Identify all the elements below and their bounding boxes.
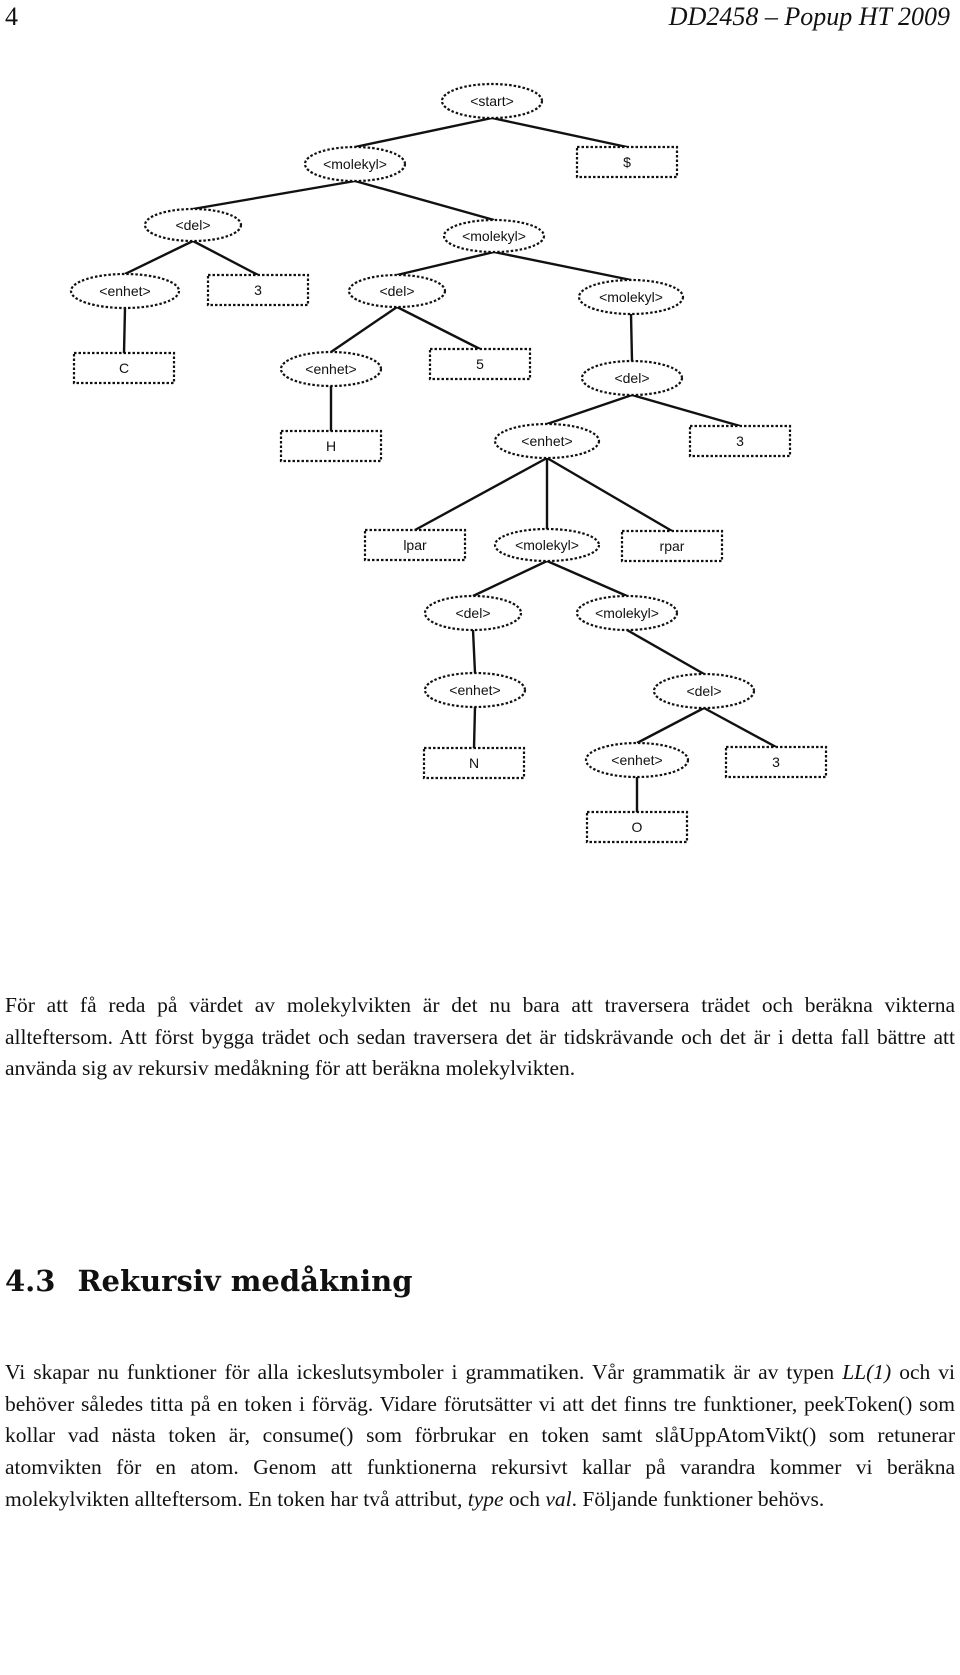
tree-node-molekyl-3 [579,280,683,314]
tree-node-molekyl-5 [577,596,677,630]
tree-edge [397,252,494,275]
tree-node-lpar [365,530,465,560]
section-heading [5,1264,413,1298]
tree-node-enhet-4 [425,673,525,707]
tree-node-del-5 [654,674,754,708]
node-label: <del> [686,683,722,699]
tree-node-dollar [577,147,677,177]
tree-node-h [281,431,381,461]
ll1-term: LL(1) [842,1360,892,1384]
text-run: och [503,1486,546,1511]
type-term: type [467,1486,504,1511]
paragraph-intro: För att få reda på värdet av molekylvikten är det nu bara att traversera trädet och beräkna vikterna allteftersom. Att först bygga trädet och sedan traversera det är tidskrävande och det är i detta fall bättre att använda sig av rekursiv medåkning för att beräkna molekylvikten. [5,993,955,1081]
tree-edge [415,458,547,530]
paragraph-functions [5,1357,955,1516]
tree-edge [492,118,627,147]
tree-node-n [424,748,524,778]
tree-edge [547,395,632,424]
node-label: <enhet> [99,283,151,299]
tree-node-enhet-2 [281,352,381,386]
tree-edge [631,314,632,361]
tree-node-enhet-3 [495,424,599,458]
node-label: rpar [659,538,685,554]
node-label: <enhet> [449,682,501,698]
node-label: 3 [772,754,780,770]
tree-node-molekyl-1 [305,147,405,181]
tree-node-molekyl-2 [444,220,544,252]
node-label: lpar [403,537,427,553]
tree-edge [637,708,704,743]
tree-edge [331,307,397,352]
node-label: <molekyl> [595,605,659,621]
tree-edge [547,561,627,596]
tree-node-del-4 [425,596,521,630]
node-label: <enhet> [611,752,663,768]
tree-node-5 [430,349,530,379]
tree-edge [125,241,193,274]
tree-node-enhet-5 [586,743,688,777]
node-label: 3 [736,433,744,449]
node-label: N [468,755,480,771]
tree-node-3-a [208,275,308,305]
node-label: <del> [614,370,650,386]
tree-edge [355,118,492,147]
text-run: Vi skapar nu funktioner för alla ickeslutsymboler i grammatiken. Vår grammatik är av typen [5,1360,843,1384]
node-label: <molekyl> [599,289,663,305]
node-label: <del> [379,283,415,299]
tree-node-del-2 [349,275,445,307]
tree-edge [193,181,355,209]
tree-edge [547,458,672,531]
node-label: 5 [476,356,484,372]
text-run: och vi behöver således titta på en token i förväg. Vidare förutsätter vi att det finns tre funktioner, peekToken() som kollar vad nästa token är, consume() som förbrukar en token samt slåUppAtomVikt() som retunerar atomvikten för en atom. Genom att funktionerna rekursivt kallar på varandra kommer vi beräkna molekylvikten allteftersom. En token har två attribut, [5,1360,955,1511]
node-label: <enhet> [521,433,573,449]
tree-edge [474,707,475,748]
text-run: . Följande funktioner behövs. [571,1486,825,1511]
node-label: O [631,819,643,835]
val-term: val [545,1486,572,1511]
tree-node-c [74,353,174,383]
section-number: 4.3 [5,1264,56,1298]
node-label: <del> [455,605,491,621]
running-title: DD2458 – Popup HT 2009 [668,2,950,31]
tree-node-rpar [622,531,722,561]
node-label: H [325,438,337,454]
tree-node-enhet-1 [71,274,179,308]
tree-edge [494,252,631,280]
tree-node-o [587,812,687,842]
node-label: $ [623,154,631,170]
node-label: <molekyl> [515,537,579,553]
tree-edge [397,307,480,349]
section-title: Rekursiv medåkning [77,1264,413,1298]
tree-edge [632,395,740,426]
node-label: 3 [254,282,262,298]
tree-edge [704,708,776,747]
page-number: 4 [5,2,18,31]
tree-edge [473,630,475,673]
node-label: <enhet> [305,361,357,377]
tree-node-3-c [726,747,826,777]
node-label: <del> [175,217,211,233]
tree-node-3-b [690,426,790,456]
tree-node-del-1 [145,209,241,241]
node-label: C [118,360,130,376]
node-label: <molekyl> [462,228,526,244]
node-label: <start> [470,93,514,109]
node-label: <molekyl> [323,156,387,172]
tree-edge [473,561,547,596]
tree-node-del-3 [582,361,682,395]
tree-edge [193,241,258,275]
tree-edge [124,308,125,353]
tree-node-molekyl-4 [495,529,599,561]
tree-edge [627,630,704,674]
tree-edge [355,181,494,220]
tree-node-start [442,84,542,118]
